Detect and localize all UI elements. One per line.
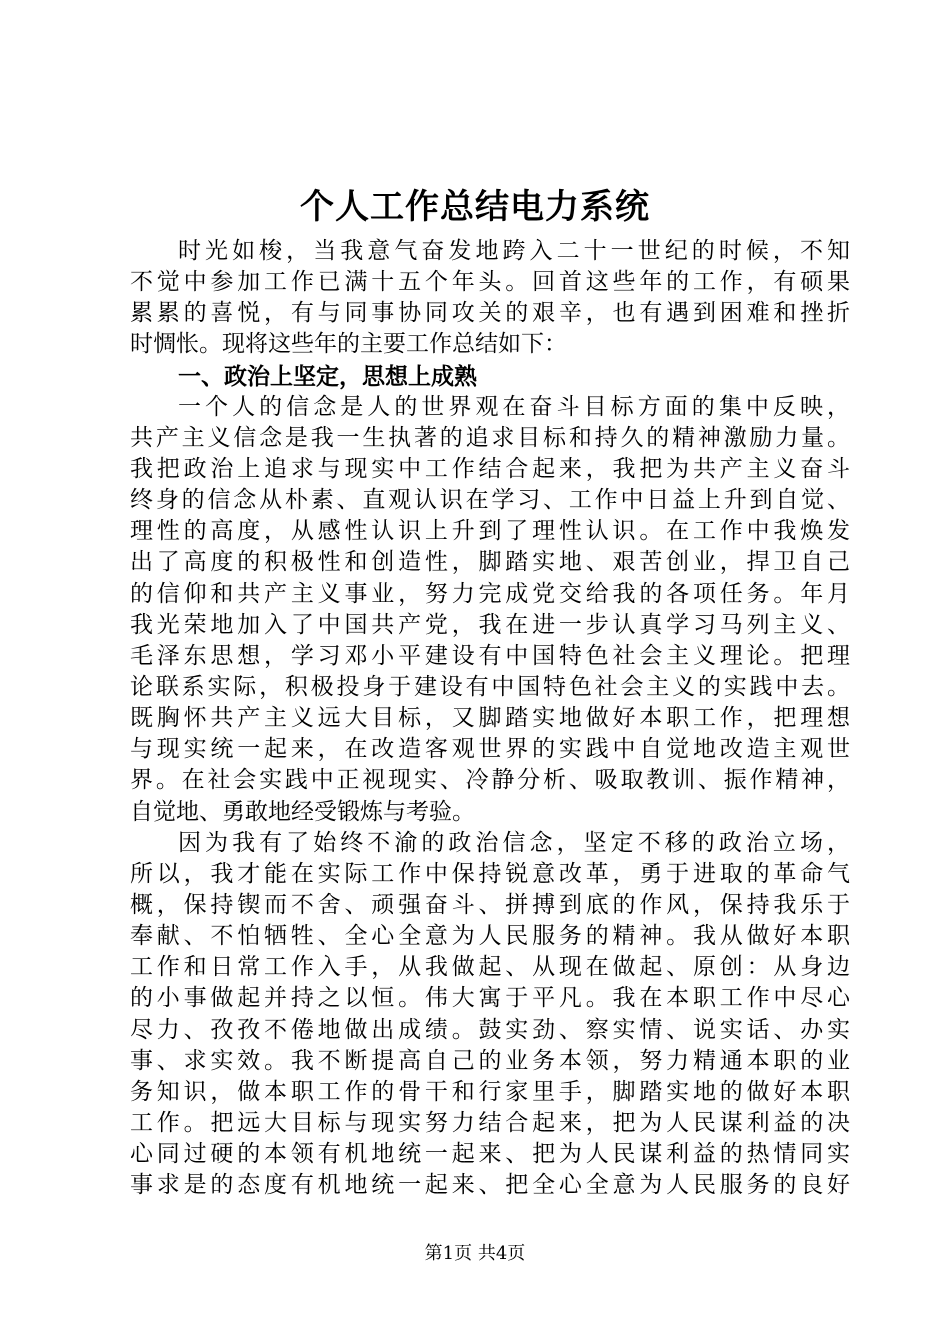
text-line: 不觉中参加工作已满十五个年头。回首这些年的工作，有硕果 bbox=[130, 269, 850, 296]
document-body bbox=[130, 236, 850, 1201]
text-line: 自觉地、勇敢地经受锻炼与考验。 bbox=[130, 798, 475, 825]
text-line: 概，保持锲而不舍、顽强奋斗、拼搏到底的作风，保持我乐于 bbox=[130, 891, 850, 918]
text-line: 的小事做起并持之以恒。伟大寓于平凡。我在本职工作中尽心 bbox=[130, 985, 850, 1012]
text-line: 出了高度的积极性和创造性，脚踏实地、艰苦创业，捍卫自己 bbox=[130, 549, 850, 576]
text-line: 心同过硬的本领有机地统一起来、把为人民谋利益的热情同实 bbox=[130, 1141, 850, 1168]
text-line: 界。在社会实践中正视现实、冷静分析、吸取教训、振作精神， bbox=[130, 767, 850, 794]
text-line: 毛泽东思想，学习邓小平建设有中国特色社会主义理论。把理 bbox=[130, 642, 850, 669]
text-line: 累累的喜悦，有与同事协同攻关的艰辛，也有遇到困难和挫折 bbox=[130, 300, 850, 327]
text-line: 因为我有了始终不渝的政治信念，坚定不移的政治立场， bbox=[178, 829, 850, 856]
text-line: 事求是的态度有机地统一起来、把全心全意为人民服务的良好 bbox=[130, 1172, 850, 1199]
text-line: 时光如梭，当我意气奋发地跨入二十一世纪的时候，不知 bbox=[178, 238, 850, 264]
text-line: 我把政治上追求与现实中工作结合起来，我把为共产主义奋斗 bbox=[130, 455, 850, 482]
document-title: 个人工作总结电力系统 bbox=[300, 187, 650, 227]
text-line: 时惆怅。现将这些年的主要工作总结如下： bbox=[130, 331, 567, 358]
text-line: 既胸怀共产主义远大目标，又脚踏实地做好本职工作，把理想 bbox=[130, 705, 850, 732]
text-line: 务知识，做本职工作的骨干和行家里手，脚踏实地的做好本职 bbox=[130, 1078, 850, 1105]
text-line: 理性的高度，从感性认识上升到了理性认识。在工作中我焕发 bbox=[130, 518, 850, 545]
page-footer: 第1页 共4页 bbox=[424, 1243, 526, 1264]
text-line: 论联系实际，积极投身于建设有中国特色社会主义的实践中去。 bbox=[130, 673, 850, 700]
text-line: 与现实统一起来，在改造客观世界的实践中自觉地改造主观世 bbox=[130, 736, 850, 763]
text-line: 事、求实效。我不断提高自己的业务本领，努力精通本职的业 bbox=[130, 1047, 850, 1074]
text-line: 工作和日常工作入手，从我做起、从现在做起、原创：从身边 bbox=[130, 954, 850, 981]
text-line: 我光荣地加入了中国共产党，我在进一步认真学习马列主义、 bbox=[130, 611, 850, 638]
text-line: 一个人的信念是人的世界观在奋斗目标方面的集中反映， bbox=[178, 393, 850, 420]
section-heading: 一、政治上坚定，思想上成熟 bbox=[178, 362, 477, 390]
text-line: 共产主义信念是我一生执著的追求目标和持久的精神激励力量。 bbox=[130, 424, 850, 451]
text-line: 所以，我才能在实际工作中保持锐意改革，勇于进取的革命气 bbox=[130, 860, 850, 887]
text-line: 终身的信念从朴素、直观认识在学习、工作中日益上升到自觉、 bbox=[130, 487, 850, 514]
text-line: 尽力、孜孜不倦地做出成绩。鼓实劲、察实情、说实话、办实 bbox=[130, 1016, 850, 1043]
text-line: 奉献、不怕牺牲、全心全意为人民服务的精神。我从做好本职 bbox=[130, 923, 850, 950]
text-line: 工作。把远大目标与现实努力结合起来，把为人民谋利益的决 bbox=[130, 1109, 850, 1136]
text-line: 的信仰和共产主义事业，努力完成党交给我的各项任务。年月 bbox=[130, 580, 850, 607]
